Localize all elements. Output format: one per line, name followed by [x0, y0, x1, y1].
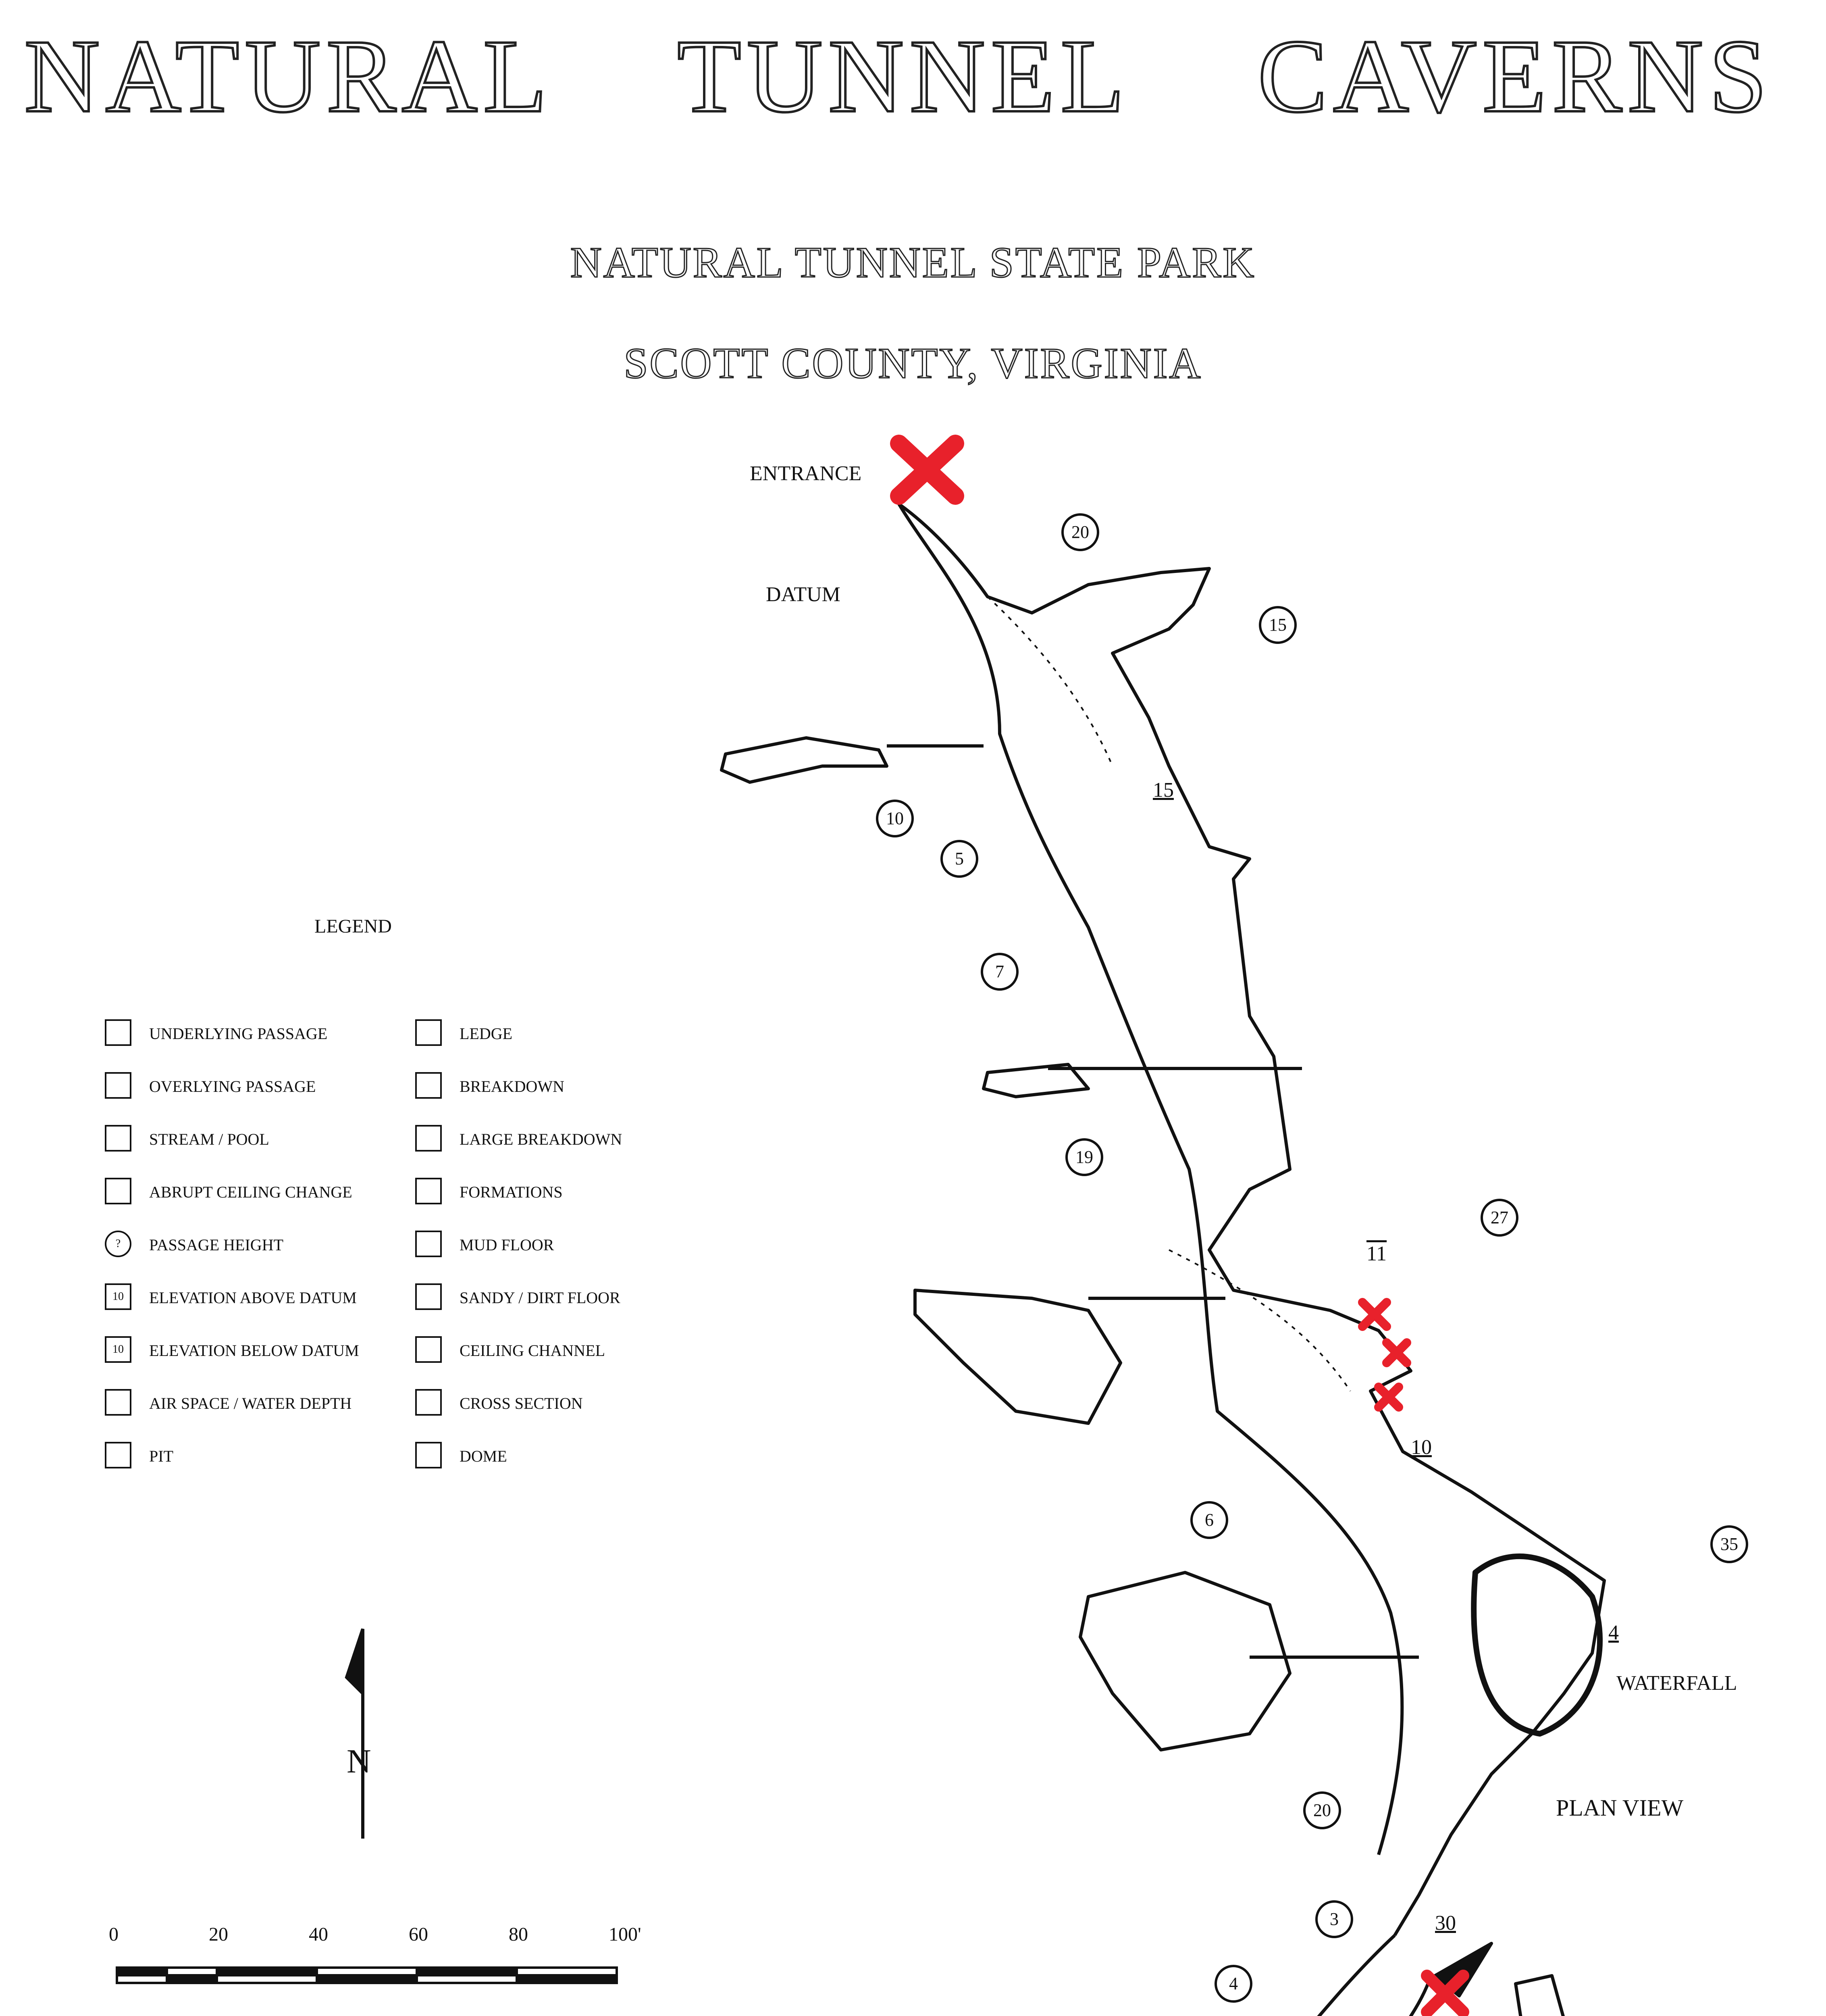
legend-symbol-icon [415, 1231, 442, 1257]
legend-item-label: LEDGE [460, 1025, 513, 1043]
cross-section-4 [1080, 1572, 1290, 1750]
station-number: 20 [1071, 522, 1089, 542]
legend-symbol-icon [105, 1178, 131, 1204]
legend-item-label: STREAM / POOL [149, 1130, 269, 1148]
legend-symbol-icon [415, 1072, 442, 1099]
survey-x-marker-2 [1387, 1343, 1407, 1363]
waterfall-pool [1474, 1556, 1600, 1734]
scale-tick-label: 20 [209, 1924, 228, 1945]
legend-symbol-icon: 10 [105, 1283, 131, 1310]
legend-item-label: ELEVATION BELOW DATUM [149, 1341, 359, 1360]
station-number: 15 [1269, 615, 1287, 635]
scale-bar-graphic [117, 1968, 617, 1983]
station-number: 3 [1330, 1909, 1339, 1929]
station-number: 4 [1229, 1974, 1238, 1993]
legend-item-label: BREAKDOWN [460, 1077, 564, 1095]
elevation-label: 30 [1435, 1912, 1456, 1935]
station-number: 6 [1205, 1510, 1214, 1530]
legend-item-label: SANDY / DIRT FLOOR [460, 1289, 620, 1307]
park-subtitle: NATURAL TUNNEL STATE PARK [570, 239, 1256, 287]
legend-item-label: LARGE BREAKDOWN [460, 1130, 622, 1148]
elevation-label: 10 [1411, 1436, 1432, 1459]
scale-tick-label: 40 [309, 1924, 328, 1945]
scale-tick-label: 0 [109, 1924, 119, 1945]
title-word-natural: NATURAL [24, 18, 553, 134]
legend-symbol-icon [415, 1283, 442, 1310]
legend-item-label: FORMATIONS [460, 1183, 563, 1201]
legend-item-label: OVERLYING PASSAGE [149, 1077, 316, 1095]
entrance-x-marker [899, 444, 955, 496]
legend-item-label: AIR SPACE / WATER DEPTH [149, 1394, 352, 1412]
legend-symbol-icon [105, 1019, 131, 1046]
survey-x-marker-1 [1362, 1302, 1387, 1327]
legend-symbol-icon [105, 1125, 131, 1152]
title-word-caverns: CAVERNS [1258, 18, 1773, 134]
station-number: 20 [1313, 1800, 1331, 1820]
legend-item-label: ABRUPT CEILING CHANGE [149, 1183, 352, 1201]
title-word-tunnel: TUNNEL [677, 18, 1130, 134]
legend-symbol-icon: 10 [105, 1336, 131, 1363]
survey-x-marker-3 [1379, 1387, 1399, 1407]
cross-section-3 [915, 1290, 1121, 1423]
legend-item-label: PASSAGE HEIGHT [149, 1236, 284, 1254]
legend-item-label: ELEVATION ABOVE DATUM [149, 1289, 357, 1307]
legend-symbol-icon [415, 1019, 442, 1046]
passage-upper-west-wall [899, 504, 1402, 1855]
scale-tick-label: 60 [409, 1924, 428, 1945]
station-number: 7 [995, 962, 1004, 981]
scale-tick-label: 100' [609, 1924, 641, 1945]
legend-symbol-icon: ? [105, 1231, 131, 1257]
elevation-label: 15 [1153, 779, 1174, 802]
cross-section-5 [1516, 1976, 1572, 2016]
cross-section-1 [722, 738, 887, 782]
station-number: 10 [886, 808, 904, 828]
legend-item-label: DOME [460, 1447, 507, 1465]
north-arrow-graphic [347, 1629, 363, 1839]
legend-item-label: PIT [149, 1447, 173, 1465]
elevation-label: 4 [1608, 1621, 1619, 1644]
elevation-label: 11 [1366, 1242, 1387, 1265]
legend-symbol-icon [105, 1389, 131, 1416]
plan-view-label: PLAN VIEW [1556, 1795, 1684, 1821]
legend-symbol-icon [105, 1442, 131, 1468]
entrance-label: ENTRANCE [750, 462, 862, 485]
legend-item-label: MUD FLOOR [460, 1236, 554, 1254]
station-number: 27 [1491, 1208, 1508, 1227]
legend-symbol-icon [415, 1442, 442, 1468]
county-subtitle: SCOTT COUNTY, VIRGINIA [624, 339, 1202, 387]
legend-item-label: UNDERLYING PASSAGE [149, 1025, 328, 1043]
legend-symbol-icon [415, 1336, 442, 1363]
station-number: 5 [955, 849, 964, 868]
legend-symbol-icon [415, 1178, 442, 1204]
legend-symbol-icon [415, 1125, 442, 1152]
legend-item-label: CROSS SECTION [460, 1394, 583, 1412]
waterfall-label: WATERFALL [1616, 1672, 1737, 1695]
station-number: 19 [1075, 1147, 1093, 1167]
north-label: N [347, 1743, 371, 1780]
legend-symbol-icon [415, 1389, 442, 1416]
legend-item-label: CEILING CHANNEL [460, 1341, 605, 1360]
legend-symbol-icon [105, 1072, 131, 1099]
scale-tick-label: 80 [509, 1924, 528, 1945]
station-number: 35 [1720, 1534, 1738, 1554]
datum-label: DATUM [766, 583, 840, 606]
legend-title: LEGEND [314, 916, 392, 937]
